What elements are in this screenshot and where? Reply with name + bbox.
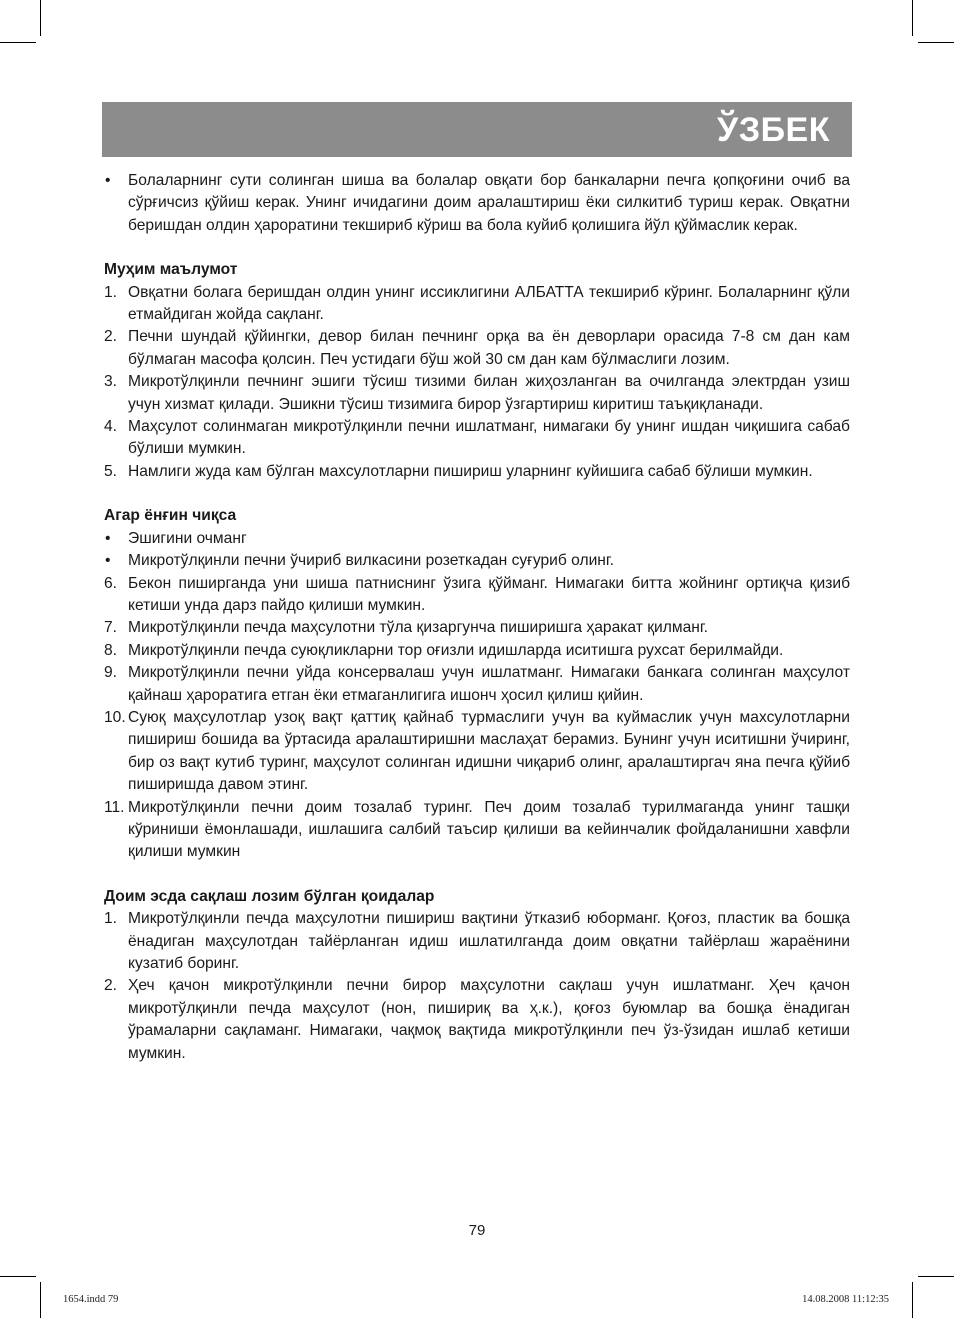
section-heading-rules: Доим эсда сақлаш лозим бўлган қоидалар: [104, 887, 435, 905]
crop-mark: [40, 1282, 41, 1318]
list-item: [104, 908, 850, 975]
fire-instructions-list: [104, 528, 850, 864]
list-item: [104, 797, 850, 864]
list-marker: 2.: [104, 977, 118, 995]
crop-mark: [912, 0, 913, 36]
list-marker: 3.: [104, 373, 118, 391]
list-item-text: Ҳеч қачон микротўлқинли печни бирор маҳсулотни сақлаш учун ишлатманг. Ҳеч қачон микротўлқинли печда маҳсулот (нон, пишириқ ва ҳ.к.), қоғоз буюмлар ва бошқа ёнадиган ўрамаларни сақламанг. Нимагаки, чақмоқ вақтида микротўлқинли печ ўз-ўзидан ишлаб кетиши мумкин.: [128, 977, 850, 1062]
crop-mark: [912, 1282, 913, 1318]
list-item-text: Суюқ маҳсулотлар узоқ вақт қаттиқ қайнаб турмаслиги учун ва куймаслик учун махсулотларни пишириш бошида ва ўртасида аралаштиришни маслаҳат берамиз. Бунинг учун иситишни ўчиринг, бир оз вақт кутиб туринг, маҳсулот солинган идишни чиқариб олинг, аралаштиргач яна печга қўйиб пиширишда давом этинг.: [128, 708, 850, 794]
list-marker: 11.: [104, 798, 125, 816]
list-item: [104, 617, 850, 639]
list-item-text: Микротўлқинли печда маҳсулотни тўла қизаргунча пиширишга ҳаракат қилманг.: [128, 619, 708, 637]
list-item-text: Микротўлқинли печда маҳсулотни пишириш вақтини ўтказиб юборманг. Қоғоз, пластик ва бошқа ёнадиган маҳсулотдан тайёрланган идиш ишлатилганда доим овқатни тайёрлаш жараёнини кузатиб боринг.: [128, 910, 850, 972]
crop-mark: [918, 42, 954, 43]
list-item: [104, 640, 850, 662]
list-item: [104, 461, 850, 483]
language-header-bar: [102, 102, 852, 157]
list-marker: 4.: [104, 418, 118, 436]
list-item-text: Болаларнинг сути солинган шиша ва болалар овқати бор банкаларни печга қопқоғини очиб ва сўрғичсиз қўйиш керак. Унинг ичидагини доим аралаштириш ёки силкитиб туриш керак. Овқатни беришдан олдин ҳароратини текшириб кўриш ва бола куйиб қолишига йўл қўймаслик керак.: [128, 172, 850, 234]
page-content: [104, 170, 850, 1065]
list-marker: 8.: [104, 641, 118, 659]
list-item: [104, 326, 850, 371]
list-item-text: Маҳсулот солинмаган микротўлқинли печни ишлатманг, нимагаки бу унинг ишдан чиқишига сабаб бўлиши мумкин.: [128, 418, 850, 458]
list-item: [104, 528, 850, 550]
list-marker: 6.: [104, 574, 118, 592]
list-marker: •: [105, 552, 111, 570]
page-number: 79: [468, 1222, 486, 1239]
list-item: [104, 416, 850, 461]
list-marker: 9.: [104, 664, 118, 682]
list-item-text: Печни шундай қўйингки, девор билан печнинг орқа ва ён деворлари орасида 7-8 см дан кам бўлмаган масофа қолсин. Печ устидаги бўш жой 30 см дан кам бўлмаслиги лозим.: [128, 328, 850, 368]
list-item-text: Микротўлқинли печда суюқликларни тор оғизли идишларда иситишга рухсат берилмайди.: [128, 641, 784, 659]
crop-mark: [0, 1276, 36, 1277]
section-heading-important-info: Муҳим маълумот: [104, 261, 238, 279]
list-marker: 1.: [104, 283, 118, 301]
list-marker: •: [105, 172, 111, 189]
crop-mark: [40, 0, 41, 36]
language-title: ЎЗБЕК: [717, 111, 830, 149]
crop-mark: [0, 42, 36, 43]
list-item-text: Микротўлқинли печни ўчириб вилкасини розеткадан суғуриб олинг.: [128, 552, 615, 570]
list-item-text: Микротўлқинли печни уйда консервалаш учун ишлатманг. Нимагаки банкага солинган маҳсулот қайнаш ҳароратига етган ёки етмаганлигига ишонч ҳосил қилиш қийин.: [128, 664, 850, 704]
list-marker: 7.: [104, 619, 118, 637]
list-marker: 10.: [104, 708, 126, 726]
list-item-text: Микротўлқинли печнинг эшиги тўсиш тизими билан жиҳозланган ва очилганда электрдан узиш учун хизмат қилади. Эшикни тўсиш тизимига бирор ўзгартириш киритиш таъқиқланади.: [128, 373, 850, 413]
crop-mark: [918, 1276, 954, 1277]
list-marker: •: [105, 529, 111, 547]
list-item: [104, 371, 850, 416]
date-slug: 14.08.2008 11:12:35: [802, 1294, 889, 1305]
rules-list: [104, 908, 850, 1065]
list-item-text: Намлиги жуда кам бўлган махсулотларни пишириш уларнинг куйишига сабаб бўлиши мумкин.: [128, 462, 813, 480]
list-item: [104, 170, 850, 237]
list-item: [104, 662, 850, 707]
list-item: [104, 975, 850, 1065]
intro-list: [104, 170, 850, 237]
list-marker: 5.: [104, 462, 118, 480]
section-heading-fire: Агар ёнғин чиқса: [104, 507, 237, 525]
list-item: [104, 550, 850, 572]
list-item-text: Эшигини очманг: [128, 529, 247, 547]
list-marker: 2.: [104, 328, 118, 346]
list-item-text: Овқатни болага беришдан олдин унинг иссиклигини АЛБАТТА текшириб кўринг. Болаларнинг қўли етмайдиган жойда сақланг.: [128, 283, 850, 324]
important-info-list: [104, 282, 850, 484]
list-item: [104, 282, 850, 327]
list-item-text: Бекон пиширганда уни шиша патниснинг ўзига қўйманг. Нимагаки битта жойнинг ортиқча қизиб кетиши унда дарз пайдо қилиши мумкин.: [128, 574, 850, 614]
list-item: [104, 707, 850, 797]
list-marker: 1.: [104, 910, 118, 928]
list-item: [104, 573, 850, 618]
list-item-text: Микротўлқинли печни доим тозалаб туринг. Печ доим тозалаб турилмаганда унинг ташқи кўриниши ёмонлашади, ишлашига салбий таъсир қилиши ва кейинчалик фойдаланишни хавфли қилиши мумкин: [128, 798, 850, 861]
file-slug: 1654.indd 79: [63, 1294, 119, 1305]
